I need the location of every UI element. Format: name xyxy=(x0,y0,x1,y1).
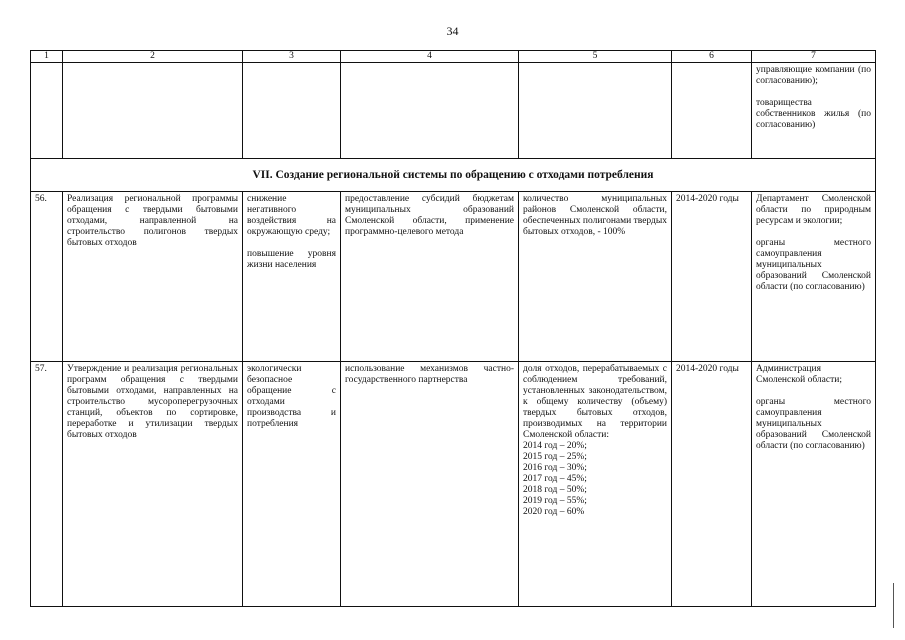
period-cell: 2014-2020 годы xyxy=(672,192,752,362)
indicator-year-value: 2017 год – 45%; xyxy=(523,474,587,484)
section-title: VII. Создание региональной системы по обращению с отходами потребления xyxy=(31,159,876,192)
responsible-text: органы местного самоуправления муниципальных образований Смоленской области (по согласованию) xyxy=(756,238,871,292)
row-number: 56. xyxy=(31,192,63,362)
page-number: 34 xyxy=(446,24,459,38)
result-cell xyxy=(243,362,341,607)
responsible-text: Департамент Смоленской области по природным ресурсам и экологии; xyxy=(756,194,871,226)
responsible-cell xyxy=(752,362,876,607)
measure-cell: Реализация региональной программы обращения с твердыми бытовыми отходами, направленной на строительство полигонов твердых бытовых отходов xyxy=(63,192,243,362)
result-text: снижение негативного воздействия на окружающую среду; xyxy=(247,194,336,237)
responsible-text: управляющие компании (по согласованию); xyxy=(756,65,871,86)
indicator-year-value: 2015 год – 25%; xyxy=(523,452,587,462)
indicator-text: количество муниципальных районов Смоленской области, обеспеченных полигонами твердых бытовых отходов, - 100% xyxy=(523,194,667,237)
period-cell: 2014-2020 годы xyxy=(672,362,752,607)
indicator-year-value: 2014 год – 20%; xyxy=(523,441,587,451)
column-header: 7 xyxy=(752,51,876,63)
indicator-cell xyxy=(519,362,672,607)
table-row xyxy=(31,192,876,362)
responsible-text: органы местного самоуправления муниципальных образований Смоленской области (по согласованию) xyxy=(756,397,871,451)
column-header: 5 xyxy=(519,51,672,63)
column-header: 2 xyxy=(63,51,243,63)
responsible-text: товарищества собственников жилья (по согласованию) xyxy=(756,98,871,130)
indicator-years xyxy=(523,441,667,518)
mechanism-cell: использование механизмов частно-государственного партнерства xyxy=(341,362,519,607)
result-cell xyxy=(243,192,341,362)
column-number-row xyxy=(31,51,876,63)
indicator-year-value: 2016 год – 30%; xyxy=(523,463,587,473)
column-header: 1 xyxy=(31,51,63,63)
scan-edge-line xyxy=(893,583,894,628)
indicator-text: доля отходов, перерабатываемых с соблюдением требований, установленных законодательством, к общему количеству (объему) твердых бытовых отходов, производимых на территории Смоленской области: xyxy=(523,364,667,440)
responsible-text: Администрация Смоленской области; xyxy=(756,364,842,385)
result-text: экологически безопасное обращение с отходами производства и потребления xyxy=(247,364,336,429)
indicator-cell xyxy=(519,192,672,362)
column-header: 3 xyxy=(243,51,341,63)
responsible-cell xyxy=(752,63,876,159)
continuation-row xyxy=(31,63,876,159)
mechanism-cell: предоставление субсидий бюджетам муниципальных образований Смоленской области, применение программно-целевого метода xyxy=(341,192,519,362)
indicator-year-value: 2018 год – 50%; xyxy=(523,485,587,495)
indicator-year-value: 2020 год – 60% xyxy=(523,507,585,517)
row-number: 57. xyxy=(31,362,63,607)
result-text: повышение уровня жизни населения xyxy=(247,249,336,270)
measure-cell: Утверждение и реализация региональных программ обращения с твердыми бытовыми отходами, направленных на строительство мусороперегрузочных станций, объектов по сортировке, переработке и утилизации твердых бытовых отходов xyxy=(63,362,243,607)
table-row xyxy=(31,362,876,607)
column-header: 6 xyxy=(672,51,752,63)
column-header: 4 xyxy=(341,51,519,63)
responsible-cell xyxy=(752,192,876,362)
indicator-year-value: 2019 год – 55%; xyxy=(523,496,587,506)
section-row xyxy=(31,159,876,192)
measures-table xyxy=(30,50,876,607)
